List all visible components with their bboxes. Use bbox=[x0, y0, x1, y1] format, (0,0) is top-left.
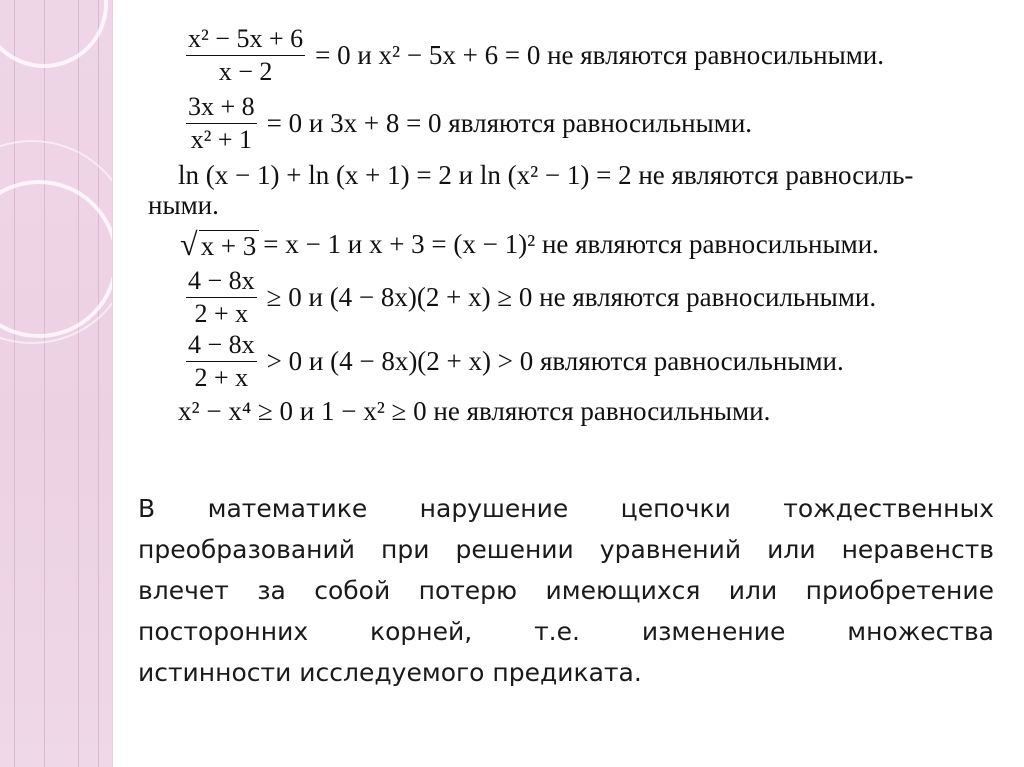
fraction bbox=[186, 268, 257, 327]
fraction-denominator: x − 2 bbox=[218, 57, 273, 86]
formula-text: = x − 1 и x + 3 = (x − 1)² не являются равносильными. bbox=[263, 228, 879, 259]
formula-row-7: x² − x⁴ ≥ 0 и 1 − x² ≥ 0 не являются равносильными. bbox=[178, 396, 771, 426]
formula-row-5 bbox=[186, 268, 876, 327]
formula-text: ≥ 0 и (4 − 8x)(2 + x) ≥ 0 не являются равносильными. bbox=[266, 282, 877, 312]
explanation-paragraph bbox=[138, 488, 994, 693]
formula-row-6 bbox=[186, 332, 844, 391]
formula-text: > 0 и (4 − 8x)(2 + x) > 0 являются равносильными. bbox=[266, 346, 844, 376]
paragraph-line: влечет за собой потерю имеющихся или приобретение bbox=[138, 576, 994, 605]
fraction-numerator: 4 − 8x bbox=[186, 268, 257, 298]
paragraph-line: В математике нарушение цепочки тождественных bbox=[138, 494, 994, 523]
formula-row-3: ln (x − 1) + ln (x + 1) = 2 и ln (x² − 1) = 2 не являются равносиль- bbox=[178, 160, 914, 190]
fraction-denominator: 2 + x bbox=[194, 299, 249, 328]
fraction-numerator: 4 − 8x bbox=[186, 332, 257, 362]
radicand: x + 3 bbox=[199, 230, 260, 260]
fraction-numerator: 3x + 8 bbox=[186, 94, 257, 124]
paragraph-line: преобразований при решении уравнений или неравенств bbox=[138, 535, 994, 564]
fraction-denominator: x² + 1 bbox=[190, 125, 253, 154]
radical-sign-icon: √ bbox=[180, 226, 198, 262]
formula-text: = 0 и 3x + 8 = 0 являются равносильными. bbox=[266, 108, 753, 138]
paragraph-line: истинности исследуемого предиката. bbox=[138, 658, 642, 687]
paragraph-line: посторонних корней, т.е. изменение множества bbox=[138, 617, 994, 646]
formula-row-3-continuation: ными. bbox=[148, 190, 219, 220]
fraction-denominator: 2 + x bbox=[194, 363, 249, 392]
formula-row-4 bbox=[180, 228, 879, 260]
square-root bbox=[180, 228, 259, 260]
formula-row-2 bbox=[186, 94, 752, 153]
formula-text: = 0 и x² − 5x + 6 = 0 не являются равносильными. bbox=[315, 40, 885, 70]
fraction-numerator: x² − 5x + 6 bbox=[186, 26, 305, 56]
fraction bbox=[186, 332, 257, 391]
fraction bbox=[186, 26, 305, 85]
fraction bbox=[186, 94, 257, 153]
formula-row-1 bbox=[186, 26, 884, 85]
